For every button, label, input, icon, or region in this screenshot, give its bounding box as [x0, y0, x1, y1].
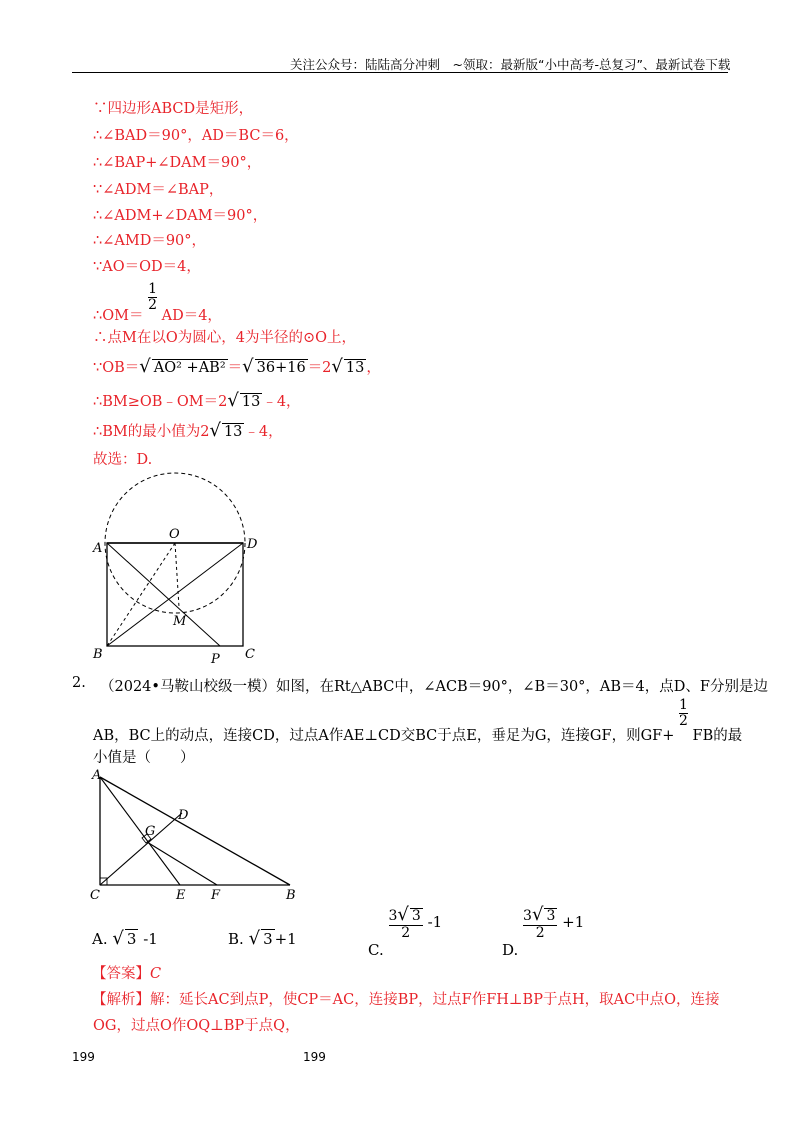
radicand: 13: [241, 394, 261, 410]
fraction-denominator: 2: [148, 297, 157, 314]
answer-line: [92, 962, 161, 983]
analysis-tag: 【解析】: [92, 992, 150, 1008]
radical-sign: √: [331, 356, 343, 377]
fraction-numerator: 1: [678, 697, 688, 713]
fraction-denominator: 2: [678, 713, 688, 730]
figure-right-triangle: [85, 765, 310, 905]
fraction-numerator: 1: [148, 281, 157, 297]
option-c[interactable]: [368, 904, 443, 960]
analysis-text-1: 解：延长AC到点P，使CP＝AC，连接BP，过点F作FH⊥BP于点H，取AC中点O，连接: [150, 992, 720, 1008]
label-e: E: [176, 888, 186, 903]
solution-line: ∴∠ADM+∠DAM＝90°，: [93, 208, 268, 224]
solution-line: ∴点M在以O为圆心，4为半径的⊙O上，: [93, 330, 356, 346]
option-d-tail: +1: [562, 913, 585, 932]
analysis-line-1: [92, 988, 720, 1009]
radicand: 36+16: [256, 360, 306, 376]
option-d-letter: D.: [502, 941, 519, 960]
solution-line: ∵四边形ABCD是矩形，: [93, 101, 254, 117]
label-c: C: [90, 888, 100, 903]
option-a-tail: -1: [143, 930, 158, 948]
half-fraction: [148, 282, 157, 314]
page-header: 关注公众号：陆陆高分冲刺 ~领取：最新版“小中高考-总复习”、最新试卷下载: [290, 57, 731, 72]
min-suffix: ﹣4，: [244, 424, 283, 440]
bm-prefix: ∴BM≥OB﹣OM＝2: [93, 394, 228, 410]
question-line-2: [93, 697, 743, 744]
label-p: P: [211, 652, 220, 667]
header-rule: [72, 72, 728, 73]
radicand: 13: [223, 424, 243, 440]
option-c-fraction: [389, 905, 423, 941]
question-line-2b: FB的最: [692, 727, 743, 744]
ob-prefix: ∵OB＝: [93, 360, 140, 376]
segment-ab: [100, 777, 290, 885]
option-b-tail: +1: [274, 930, 297, 948]
solution-line: 故选：D.: [93, 452, 153, 468]
answer-tag: 【答案】: [92, 966, 150, 982]
question-line-2a: AB，BC上的动点，连接CD，过点A作AE⊥CD交BC于点E，垂足为G，连接GF，则GF+: [93, 727, 675, 744]
radical-sign: √: [242, 356, 254, 377]
radical-sign: √: [112, 928, 124, 949]
option-a-radicand: 3: [126, 930, 137, 948]
option-b-letter: B.: [228, 930, 244, 948]
label-b: B: [286, 888, 296, 903]
solution-line: ∵∠ADM＝∠BAP，: [93, 182, 224, 198]
label-m: M: [173, 614, 187, 629]
option-d-denominator: 2: [523, 925, 557, 941]
segment-cd: [100, 813, 182, 885]
om-suffix: AD＝4，: [161, 307, 222, 324]
half-fraction: [679, 698, 688, 730]
radical-sign: √: [227, 390, 239, 411]
label-a: A: [92, 768, 102, 783]
segment-ob: [107, 543, 175, 646]
radicand: AO² +AB²: [153, 360, 226, 376]
radical-sign: √: [397, 904, 409, 925]
figure-rectangle-circle: [85, 470, 275, 670]
label-a: A: [93, 541, 103, 556]
option-b-radicand: 3: [263, 930, 273, 948]
option-c-denominator: 2: [389, 925, 423, 941]
solution-line-ob: [93, 356, 381, 377]
option-b[interactable]: [228, 928, 297, 949]
label-g: G: [145, 824, 156, 839]
option-c-letter: C.: [368, 941, 384, 960]
radicand: 3: [411, 908, 421, 924]
solution-line: ∴∠BAP+∠DAM＝90°，: [93, 155, 262, 171]
radicand: 3: [546, 908, 556, 924]
segment-om: [175, 543, 179, 607]
label-f: F: [211, 888, 221, 903]
segment-ap: [107, 543, 220, 646]
solution-line-om: [93, 281, 222, 324]
radical-sign: √: [209, 420, 221, 441]
option-d-fraction: [523, 905, 557, 941]
analysis-line-2: OG，过点O作OQ⊥BP于点Q，: [93, 1018, 300, 1034]
option-c-tail: -1: [427, 913, 443, 932]
solution-line: ∴∠BAD＝90°，AD＝BC＝6，: [93, 128, 299, 144]
page-number-center: 199: [303, 1050, 326, 1064]
om-prefix: ∴OM＝: [93, 307, 144, 324]
radicand: 13: [345, 360, 365, 376]
segment-gf: [147, 842, 217, 885]
page-number-left: 199: [72, 1050, 95, 1064]
equals: ＝: [227, 360, 243, 376]
question-number: 2.: [72, 675, 86, 691]
label-d: D: [247, 537, 258, 552]
question-line-1: （2024•马鞍山校级一模）如图，在Rt△ABC中，∠ACB＝90°，∠B＝30°，AB＝4，点D、F分别是边: [100, 679, 768, 695]
solution-line: ∴∠AMD＝90°，: [93, 233, 207, 249]
equals-two: ＝2: [307, 360, 332, 376]
option-d-numerator: [523, 905, 557, 925]
radical-sign: √: [139, 356, 151, 377]
label-o: O: [169, 527, 180, 542]
comma: ，: [366, 360, 381, 376]
radical-sign: √: [531, 904, 544, 925]
option-a[interactable]: [92, 928, 158, 949]
segment-ae: [100, 777, 180, 885]
answer-value: C: [150, 966, 162, 982]
min-prefix: ∴BM的最小值为2: [93, 424, 210, 440]
question-line-3: 小值是（ ）: [93, 750, 195, 766]
label-d: D: [178, 808, 189, 823]
solution-line-min: [93, 420, 283, 441]
option-d[interactable]: [502, 904, 585, 960]
label-b: B: [93, 647, 103, 662]
radical-sign: √: [248, 928, 261, 949]
option-a-letter: A.: [92, 930, 108, 948]
coefficient: 3: [523, 908, 532, 924]
solution-line-bm: [93, 390, 301, 411]
option-c-numerator: [389, 905, 423, 925]
solution-line: ∵AO＝OD＝4，: [93, 259, 201, 275]
coefficient: 3: [388, 908, 398, 924]
bm-suffix: ﹣4，: [262, 394, 301, 410]
label-c: C: [245, 647, 255, 662]
